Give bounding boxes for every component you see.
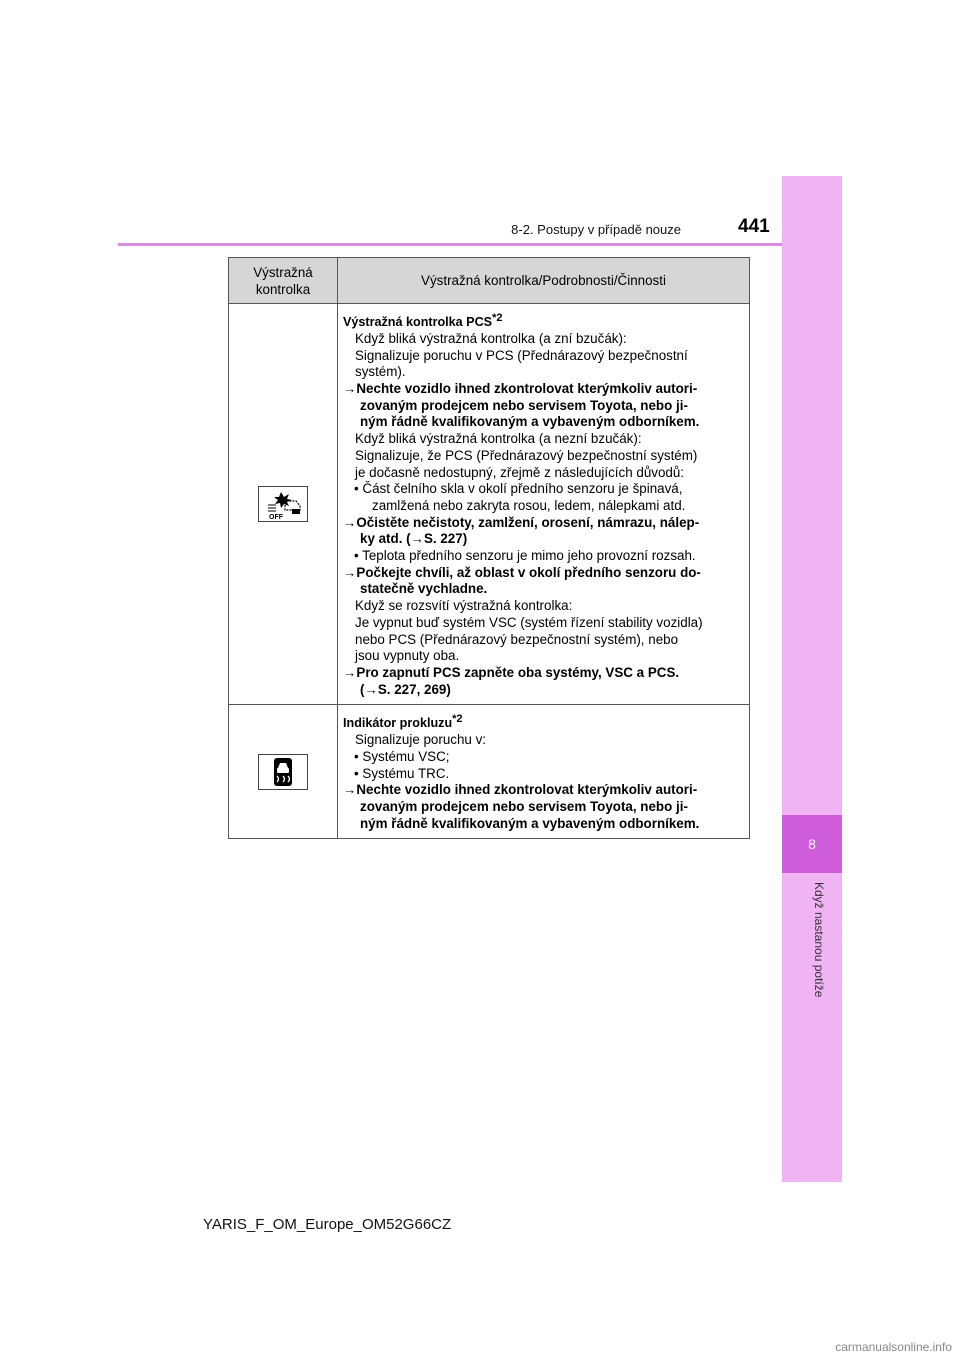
bullet-line: • Systému VSC; (354, 748, 450, 764)
chapter-number: 8 (782, 815, 842, 873)
bullet-line: zamlžená nebo zakryta rosou, ledem, nálepkami atd. (372, 497, 686, 513)
text-line: jsou vypnuty oba. (355, 648, 460, 664)
text-line: Signalizuje, že PCS (Přednárazový bezpečnostní systém) (355, 447, 698, 463)
details-cell (338, 705, 750, 839)
column-header-details: Výstražná kontrolka/Podrobnosti/Činnosti (338, 258, 750, 304)
text-line: je dočasně nedostupný, zřejmě z následujících důvodů: (355, 464, 685, 480)
table-row (229, 304, 750, 705)
icon-off-label: OFF (269, 514, 283, 522)
action-line: →Počkejte chvíli, až oblast v okolí předního senzoru do- (343, 564, 701, 580)
text-line: Signalizuje poruchu v: (355, 732, 487, 748)
bullet-line: • Teplota předního senzoru je mimo jeho provozní rozsah. (354, 548, 696, 564)
details-cell (338, 304, 750, 705)
bullet-line: • Část čelního skla v okolí předního senzoru je špinavá, (354, 481, 683, 497)
slip-indicator-icon (258, 754, 308, 790)
text-line: Je vypnut buď systém VSC (systém řízení stability vozidla) (355, 614, 703, 630)
action-line: →Očistěte nečistoty, zamlžení, orosení, námrazu, nálep- (343, 514, 700, 530)
chapter-side-tab (782, 176, 842, 1182)
text-line: Když bliká výstražná kontrolka (a nezní bzučák): (355, 431, 642, 447)
page-number: 441 (738, 216, 770, 237)
chapter-title: Když nastanou potíže (812, 882, 826, 998)
header-divider (118, 243, 782, 246)
action-line: →Nechte vozidlo ihned zkontrolovat kterýmkoliv autori- (343, 782, 698, 798)
action-line: →Pro zapnutí PCS zapněte oba systémy, VSC a PCS. (343, 664, 680, 680)
text-line: Když se rozsvítí výstražná kontrolka: (355, 598, 573, 614)
table-header-row (229, 258, 750, 304)
document-footer-code: YARIS_F_OM_Europe_OM52G66CZ (203, 1216, 452, 1233)
action-line: zovaným prodejcem nebo servisem Toyota, nebo ji- (360, 397, 688, 413)
site-watermark: carmanualsonline.info (835, 1340, 952, 1354)
table-row (229, 705, 750, 839)
pcs-off-warning-icon (258, 486, 308, 522)
action-line: →Nechte vozidlo ihned zkontrolovat kterýmkoliv autori- (343, 381, 698, 396)
icon-cell (229, 705, 338, 839)
text-line: nebo PCS (Přednárazový bezpečnostní systém), nebo (355, 631, 679, 647)
column-header-light: Výstražná kontrolka (229, 258, 338, 304)
bullet-line: • Systému TRC. (354, 765, 450, 781)
action-line: (→S. 227, 269) (360, 681, 451, 697)
icon-cell (229, 304, 338, 705)
text-line: Signalizuje poruchu v PCS (Přednárazový bezpečnostní (355, 347, 688, 363)
action-line: ným řádně kvalifikovaným a vybaveným odborníkem. (360, 815, 700, 831)
entry-title: Indikátor prokluzu$^{*2}$ (343, 713, 463, 731)
action-line: statečně vychladne. (360, 581, 488, 597)
warning-lights-table (228, 257, 750, 839)
section-title: 8-2. Postupy v případě nouze (511, 222, 681, 237)
action-line: ky atd. (→S. 227) (360, 531, 468, 547)
action-line: zovaným prodejcem nebo servisem Toyota, nebo ji- (360, 799, 688, 815)
action-line: ným řádně kvalifikovaným a vybaveným odborníkem. (360, 414, 700, 430)
entry-title: Výstražná kontrolka PCS$^{*2}$ (343, 312, 503, 330)
text-line: Když bliká výstražná kontrolka (a zní bzučák): (355, 330, 627, 346)
text-line: systém). (355, 364, 406, 380)
